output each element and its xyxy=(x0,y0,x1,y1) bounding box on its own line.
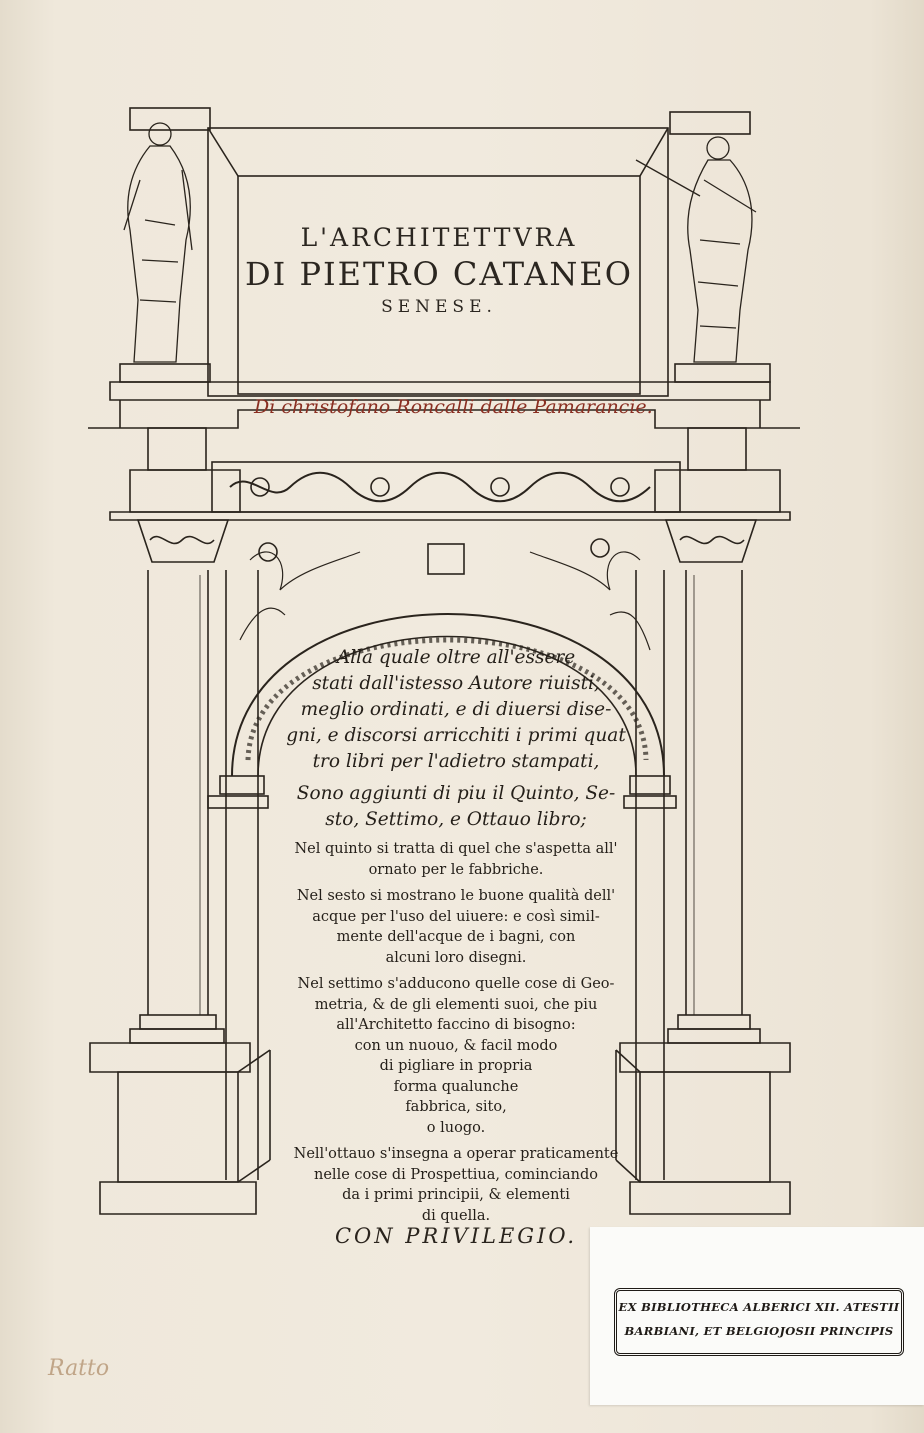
paragraph-quinto: Nel quinto si tratta di quel che s'aspetta all' ornato per le fabbriche. xyxy=(294,841,618,878)
right-statue xyxy=(636,137,756,362)
bookplate-label xyxy=(590,1227,924,1405)
bookplate-frame xyxy=(614,1288,904,1356)
title-page-text xyxy=(270,645,642,1226)
title-line-2: DI PIETRO CATANEO xyxy=(245,255,633,293)
italic-paragraph-2: Sono aggiunti di piu il Quinto, Se- sto, Settimo, e Ottauo libro; xyxy=(296,783,616,830)
pencil-annotation: Ratto xyxy=(48,1356,110,1381)
bookplate-line-2: BARBIANI, ET BELGIOJOSII PRINCIPIS xyxy=(624,1324,894,1338)
bookplate-line-1: EX BIBLIOTHECA ALBERICI XII. ATESTII xyxy=(618,1300,900,1314)
ownership-inscription: Di christofano Roncalli dalle Pamarancie. xyxy=(254,396,653,418)
paragraph-sesto: Nel sesto si mostrano le buone qualità dell' acque per l'uso del uiuere: e così simil- mente dell'acque de i bagni, con alcuni loro disegni. xyxy=(296,888,616,966)
title-line-3: SENESE. xyxy=(381,297,497,317)
frieze-band xyxy=(212,462,680,512)
title-line-1: L'ARCHITETTVRA xyxy=(300,223,578,252)
left-statue xyxy=(124,123,192,362)
book-title xyxy=(240,222,638,320)
paragraph-ottauo: Nell'ottauo s'insegna a operar praticamente nelle cose di Prospettiua, cominciando da i primi principii, & elementi di quella. xyxy=(293,1146,619,1224)
italic-paragraph-1: Alla quale oltre all'essere stati dall'istesso Autore riuisti, meglio ordinati, e di diuersi dise- gni, e discorsi arricchiti i primi quat tro libri per l'adietro stampati, xyxy=(286,647,626,772)
privilege-notice: CON PRIVILEGIO. xyxy=(334,1224,578,1248)
paragraph-settimo: Nel settimo s'adducono quelle cose di Geo- metria, & de gli elementi suoi, che piu all'Architetto faccino di bisogno: con un nuouo, & facil modo di pigliare in propria forma qualunche fabbrica, sito, o luogo. xyxy=(297,976,615,1136)
